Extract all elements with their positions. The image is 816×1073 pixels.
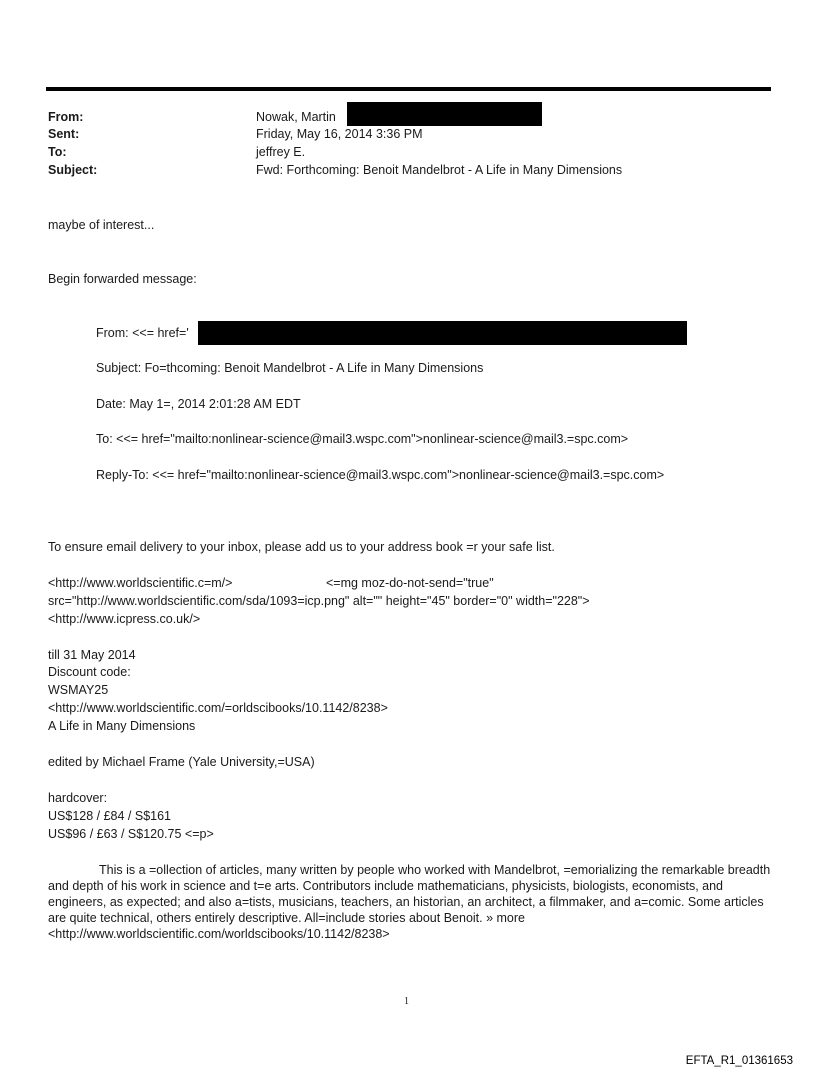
till-date: till 31 May 2014 <box>48 648 136 662</box>
fwd-subject: Subject: Fo=thcoming: Benoit Mandelbrot - A Life in Many Dimensions <box>96 361 484 375</box>
link-worldscientific: <http://www.worldscientific.c=m/> <box>48 576 233 590</box>
sent-label: Sent: <box>48 127 80 141</box>
hardcover-label: hardcover: <box>48 791 108 805</box>
fwd-date: Date: May 1=, 2014 2:01:28 AM EDT <box>96 397 301 411</box>
delivery-note: To ensure email delivery to your inbox, please add us to your address book =r your safe list. <box>48 540 555 554</box>
header-rule <box>46 87 771 91</box>
to-value: jeffrey E. <box>256 145 306 159</box>
img-src-text: src="http://www.worldscientific.com/sda/1093=icp.png" alt="" height="45" border="0" width="228"> <box>48 594 590 608</box>
editor-line: edited by Michael Frame (Yale University,=USA) <box>48 755 315 769</box>
discount-code: WSMAY25 <box>48 683 109 697</box>
subject-value: Fwd: Forthcoming: Benoit Mandelbrot - A Life in Many Dimensions <box>256 163 623 177</box>
price-line-2: US$96 / £63 / S$120.75 <=p> <box>48 827 214 841</box>
forward-intro: Begin forwarded message: <box>48 272 197 286</box>
book-link: <http://www.worldscientific.com/=orldscibooks/10.1142/8238> <box>48 701 388 715</box>
fwd-from: From: <<= href=' <box>96 326 189 340</box>
redaction-box <box>347 102 542 126</box>
from-label: From: <box>48 110 84 124</box>
document-id: EFTA_R1_01361653 <box>685 1055 793 1067</box>
page-number: 1 <box>404 996 409 1007</box>
redaction-box <box>198 321 687 345</box>
fwd-reply-to: Reply-To: <<= href="mailto:nonlinear-science@mail3.wspc.com">nonlinear-science@mail3.=spc.com> <box>96 468 665 482</box>
discount-label: Discount code: <box>48 665 131 679</box>
sent-value: Friday, May 16, 2014 3:36 PM <box>256 127 423 141</box>
link-icpress: <http://www.icpress.co.uk/> <box>48 612 201 626</box>
description-paragraph: This is a =ollection of articles, many written by people who worked with Mandelbrot, =emorializing the remarkable breadth and depth of his work in science and t=e arts. Contributors include mathematicians, physicists, biologists, economists, and engineers, as expected; and also a=tists, musicians, teachers, an historian, an architect, a filmmaker, and a=comic. Some articles are quite technical, others entirely descriptive. All=include stories about Benoit. » more <http://www.worldscientific.com/worldscibooks/10.1142/8238> <box>48 863 771 941</box>
fwd-to: To: <<= href="mailto:nonlinear-science@mail3.wspc.com">nonlinear-science@mail3.=spc.com> <box>96 432 629 446</box>
price-line-1: US$128 / £84 / S$161 <box>48 809 172 823</box>
subject-label: Subject: <box>48 163 98 177</box>
to-label: To: <box>48 145 67 159</box>
book-title: A Life in Many Dimensions <box>48 719 196 733</box>
from-value: Nowak, Martin <box>256 110 336 124</box>
img-tag-text: <=mg moz-do-not-send="true" <box>326 576 494 590</box>
intro-text: maybe of interest... <box>48 218 155 232</box>
